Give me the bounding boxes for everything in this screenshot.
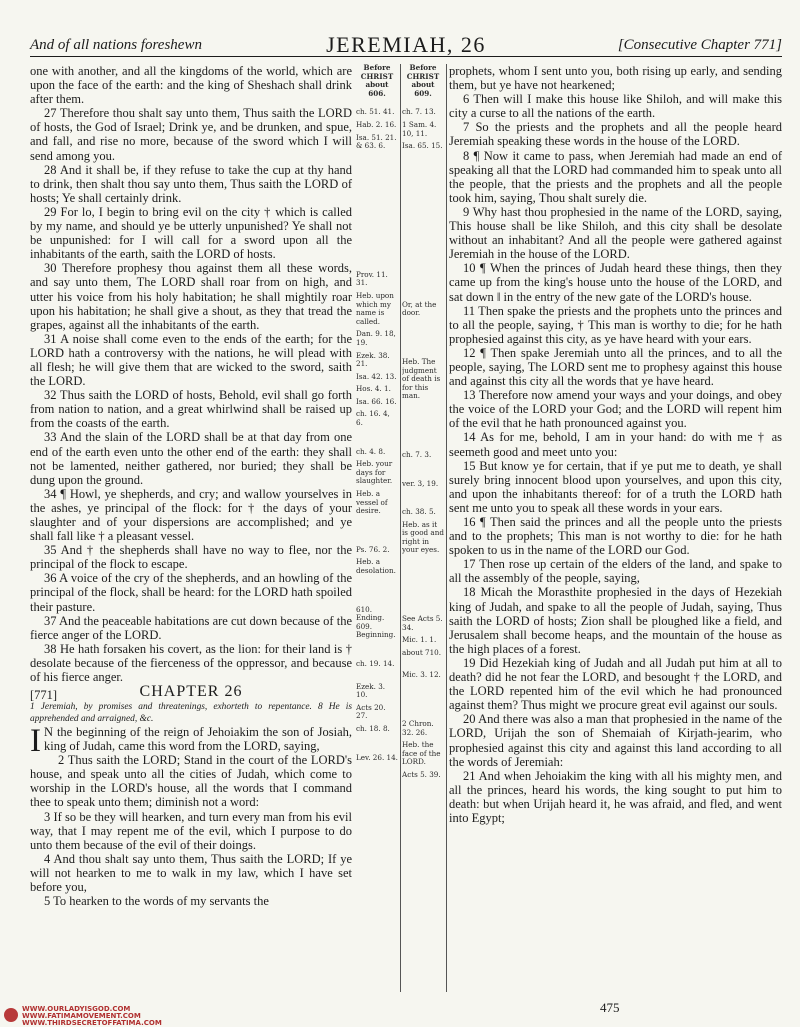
continued-verse: one with another, and all the kingdoms of the world, which are upon the face of the earth: and the king of Sheshach shall drink after them. [30,64,352,107]
verse-29: 29 For lo, I begin to bring evil on the city † which is called by my name, and should ye be utterly unpunished? Ye shall not be unpunished: for I will call for a sword upon all the inhabitants of the earth, saith the LORD of hosts. [30,204,352,262]
cross-reference: Acts 20. 27. [356,702,386,721]
verse-6: 6 Then will I make this house like Shiloh, and will make this city a curse to all the nations of the earth. [449,92,782,121]
cross-reference: Heb. as it is good and right in your eyes. [402,519,444,555]
cross-reference: ch. 7. 13. [402,107,436,117]
cross-reference: Mic. 3. 12. [402,670,441,680]
cross-reference: Dan. 9. 18, 19. [356,329,396,347]
cross-reference: ver. 3, 19. [402,478,439,488]
cross-reference: Isa. 42. 13. [356,371,397,381]
verse-21: 21 And when Jehoiakim the king with all his mighty men, and all the princes, heard his words, the king sought to put him to death: but when Urijah heard it, he was afraid, and fled, and went into Egypt; [449,768,782,825]
chapter-heading [30,685,352,702]
chapter-verse-1-text: N the beginning of the reign of Jehoiakim the son of Josiah, king of Judah, came this word from the LORD, saying, [44,724,352,754]
verse-18: 18 Micah the Morasthite prophesied in the days of Hezekiah king of Judah, and spake to all the people of Judah, saying, Thus saith the LORD of hosts; Zion shall be ploughed like a field, and Jerusalem shall become heaps, and the mountain of the house as the high places of a forest. [449,585,782,656]
verse-8: 8 ¶ Now it came to pass, when Jeremiah had made an end of speaking all that the LORD had commanded him to speak unto all the people, that the priests and the prophets and all the people took him, saying, Thou shalt surely die. [449,148,782,205]
cross-reference: 2 Chron. 32. 26. [402,719,434,737]
cross-reference: Mic. 1. 1. [402,635,437,645]
cross-reference: Acts 5. 39. [402,770,441,779]
running-header [30,34,782,57]
cross-reference: ch. 51. 41. [356,107,395,117]
verse-19: 19 Did Hezekiah king of Judah and all Judah put him at all to death? did he not fear the LORD, and besought † the LORD, and the LORD repented him of the evil which he had pronounced against them? Thus might we procure great evil against our souls. [449,655,782,713]
verse-16: 16 ¶ Then said the princes and all the people unto the priests and to the prophets; This man is not worthy to die: for he hath spoken to us in the name of the LORD our God. [449,515,782,558]
cross-reference: See Acts 5. 34. [402,614,443,632]
verse-34: 34 ¶ Howl, ye shepherds, and cry; and wallow yourselves in the ashes, ye principal of the flock: for † the days of your slaughter and of your dispersions are accomplished; and ye shall fall like † a pleasant vessel. [30,486,352,544]
continued-verse: prophets, whom I sent unto you, both rising up early, and sending them, but ye have not hearkened; [449,64,782,93]
header-left: And of all nations foreshewn [30,37,202,53]
verse-35: 35 And † the shepherds shall have no way to flee, nor the principal of the flock to escape. [30,543,352,572]
chapter-verse-5: 5 To hearken to the words of my servants the [44,894,269,909]
chapter-verse-3: 3 If so be they will hearken, and turn every man from his evil way, that I may repent me of the evil, which I purpose to do unto them because of the evil of their doings. [30,809,352,852]
chapter-verse-2: 2 Thus saith the LORD; Stand in the court of the LORD's house, and speak unto all the cities of Judah, which come to worship in the LORD's house, all the words that I command thee to speak unto them; diminish not a word: [30,753,352,810]
verse-17: 17 Then rose up certain of the elders of the land, and spake to all the assembly of the people, saying, [449,557,782,586]
verse-20: 20 And there was also a man that prophesied in the name of the LORD, Urijah the son of Shemaiah of Kirjath-jearim, who prophesied against this city and against this land according to all the words of Jeremiah: [449,712,782,769]
era-note: Before CHRIST about 609. [406,64,440,98]
cross-reference: Lev. 26. 14. [356,752,398,762]
cross-reference: 1 Sam. 4. 10, 11. [402,119,437,138]
cross-reference: Or, at the door. [402,299,437,318]
cross-reference: ch. 4. 8. [356,446,386,456]
verse-14: 14 As for me, behold, I am in your hand: do with me † as seemeth good and meet unto you: [449,430,782,459]
chapter-verse-1 [30,722,352,759]
margin-references-left [356,64,401,992]
verse-33: 33 And the slain of the LORD shall be at that day from one end of the earth even unto the other end of the earth: they shall not be lamented, neither gathered, nor buried; they shall be dung upon the ground. [30,430,352,487]
verse-11: 11 Then spake the priests and the prophets unto the princes and to all the people, saying, † This man is worthy to die; for he hath prophesied against this city, as ye have heard with your ears. [449,303,782,346]
watermark-url: WWW.THIRDSECRETOFFATIMA.COM [22,1019,162,1027]
page-title: JEREMIAH, 26 [326,32,486,57]
verse-32: 32 Thus saith the LORD of hosts, Behold, evil shall go forth from nation to nation, and a great whirlwind shall be raised up from the coasts of the earth. [30,388,352,431]
page-number: 475 [600,1000,620,1015]
watermark-url: WWW.OURLADYISGOD.COM [22,1005,131,1013]
era-note: Before CHRIST about 606. [360,64,394,98]
verse-13: 13 Therefore now amend your ways and your doings, and obey the voice of the LORD your God; and the LORD will repent him of the evil that he hath pronounced against you. [449,388,782,431]
site-seal-icon [4,1008,18,1022]
cross-reference: Heb. a vessel of desire. [356,489,388,516]
chapter-title: CHAPTER 26 [139,683,243,701]
cross-reference: ch. 38. 5. [402,507,436,517]
cross-reference: Hos. 4. 1. [356,384,391,394]
chapter-summary: 1 Jeremiah, by promises and threatenings, exhorteth to repentance. 8 He is apprehended and arraigned, &c. [30,702,352,724]
drop-cap: I [30,722,41,759]
verse-30: 30 Therefore prophesy thou against them all these words, and say unto them, The LORD shall roar from on high, and utter his voice from his holy habitation; he shall mightily roar upon his habitation; he shall give a shout, as they that tread the grapes, against all the inhabitants of the earth. [30,261,352,332]
cross-reference: Heb. The judgment of death is for this man. [402,356,441,401]
cross-reference: Ezek. 38. 21. [356,350,390,369]
verse-15: 15 But know ye for certain, that if ye put me to death, ye shall surely bring innocent blood upon yourselves, and upon this city, and upon the inhabitants thereof: for of a truth the LORD hath sent me unto you to speak all these words in your ears. [449,458,782,515]
verse-31: 31 A noise shall come even to the ends of the earth; for the LORD hath a controversy with the nations, he will plead with all flesh; he will give them that are wicked to the sword, saith the LORD. [30,331,352,389]
cross-reference: ch. 7. 3. [402,449,432,459]
verse-38: 38 He hath forsaken his covert, as the lion: for their land is † desolate because of the fierceness of the oppressor, and because of his fierce anger. [30,641,352,685]
verse-37: 37 And the peaceable habitations are cut down because of the fierce anger of the LORD. [30,613,352,642]
cross-reference: Prov. 11. 31. [356,269,388,288]
margin-references-right [402,64,447,992]
cross-reference: Heb. your days for slaughter. [356,459,393,486]
era-note: about 710. [402,647,442,657]
cross-reference: Isa. 65. 15. [402,141,443,151]
verse-36: 36 A voice of the cry of the shepherds, and an howling of the principal of the flock, shall be heard: for the LORD hath spoiled their pasture. [30,571,352,614]
cross-reference: Heb. the face of the LORD. [402,740,441,767]
left-text-column [30,64,352,908]
cross-reference: Ps. 76. 2. [356,544,390,554]
cross-reference: ch. 19. 14. [356,658,395,668]
chapter-verse-4: 4 And thou shalt say unto them, Thus saith the LORD; If ye will not hearken to me to walk in my law, which I have set before you, [30,851,352,894]
header-right: [Consecutive Chapter 771] [617,37,782,53]
cross-reference: ch. 16. 4, 6. [356,409,390,428]
verse-28: 28 And it shall be, if they refuse to take the cup at thy hand to drink, then shalt thou say unto them, Thus saith the LORD of hosts; Ye shall certainly drink. [30,162,352,205]
verse-9: 9 Why hast thou prophesied in the name of the LORD, saying, This house shall be like Shiloh, and this city shall be desolate without an inhabitant? And all the people were gathered against Jeremiah in the house of the LORD. [449,204,782,262]
watermark-url: WWW.FATIMAMOVEMENT.COM [22,1012,141,1020]
cross-reference: Isa. 51. 21. & 63. 6. [356,132,397,151]
chapter-number: [771] [30,688,58,703]
verse-27: 27 Therefore thou shalt say unto them, Thus saith the LORD of hosts, the God of Israel; Drink ye, and be drunken, and spue, and fall, and rise no more, because of the sword which I will send among you. [30,106,352,163]
verse-12: 12 ¶ Then spake Jeremiah unto all the princes, and to all the people, saying, The LORD sent me to prophesy against this house and against this city all the words that ye have heard. [449,345,782,389]
cross-reference: ch. 18. 8. [356,723,390,733]
cross-reference: Isa. 66. 16. [356,396,397,406]
era-note: 610. Ending. 609. Beginning. [356,604,396,640]
verse-7: 7 So the priests and the prophets and all the people heard Jeremiah speaking these words in the house of the LORD. [449,120,782,149]
cross-reference: Heb. a desolation. [356,557,396,575]
cross-reference: Ezek. 3. 10. [356,681,386,700]
cross-reference: Heb. upon which my name is called. [356,290,394,326]
cross-reference: Hab. 2. 16. [356,119,397,129]
verse-10: 10 ¶ When the princes of Judah heard these things, then they came up from the king's house unto the house of the LORD, and sat down ‖ in the entry of the new gate of the LORD's house. [449,261,782,304]
right-text-column [449,64,782,825]
